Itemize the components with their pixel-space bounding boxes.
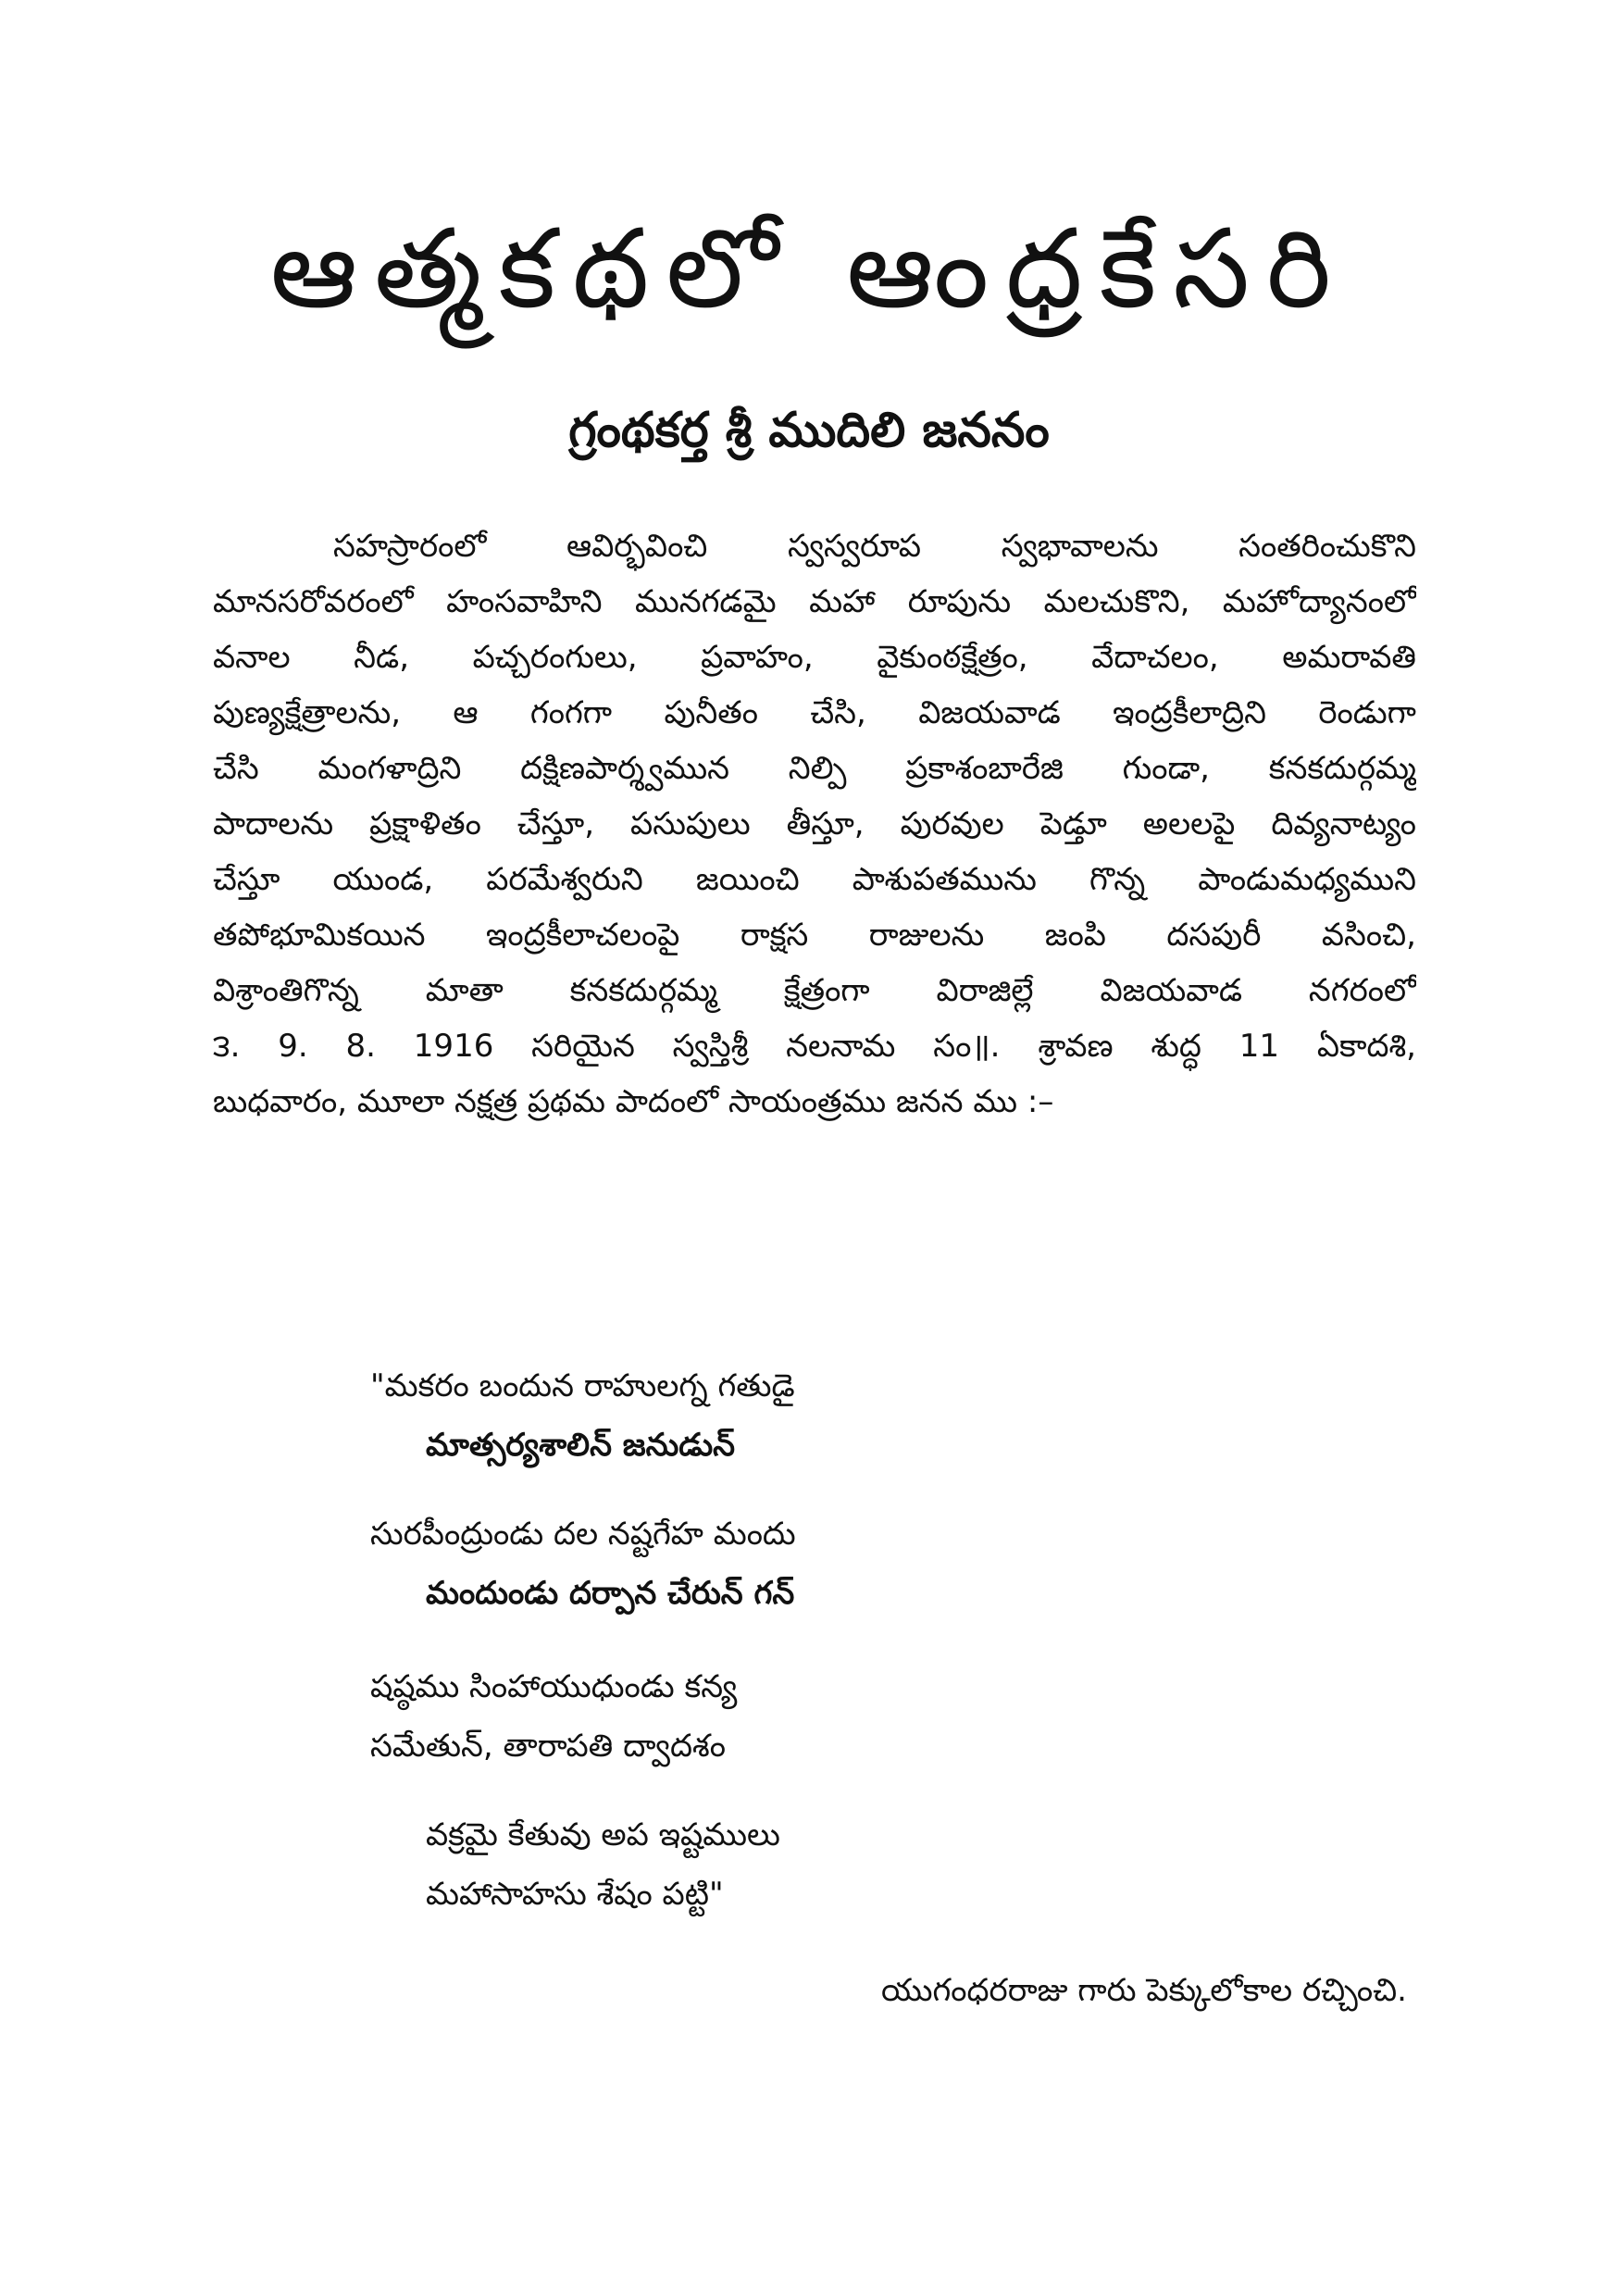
- poem-line: సమేతున్, తారాపతి ద్వాదశం: [370, 1728, 726, 1765]
- paragraph-line: పాదాలను ప్రక్షాళితం చేస్తూ, పసుపులు తీస్తూ, పురవుల పెడ్తూ అలలపై దివ్యనాట్యం: [213, 805, 1416, 842]
- paragraph-line: తపోభూమికయిన ఇంద్రకీలాచలంపై రాక్షస రాజులను జంపి దసపురీ వసించి,: [213, 917, 1416, 954]
- page-title: ఆత్మకథలో ఆంధ్రకేసరి: [269, 205, 1349, 332]
- poem-line: సురపీంద్రుండు దల నష్టగేహ మందు: [370, 1516, 796, 1553]
- poem-stanza-2: [370, 1504, 796, 1623]
- poem-stanza-3: [370, 1657, 737, 1776]
- signature-line: యుగంధరరాజు గారు పెక్కులోకాల రచ్చించి.: [881, 1972, 1407, 2009]
- paragraph-line: బుధవారం, మూలా నక్షత్ర ప్రథమ పాదంలో సాయంత్రము జనన ము :–: [213, 1083, 1054, 1120]
- poem-stanza-1: [370, 1356, 795, 1475]
- author-line: గ్రంథకర్త శ్రీ ముదిలి జననం: [568, 403, 1050, 458]
- paragraph-line: ౩. 9. 8. 1916 సరియైన స్వస్తిశ్రీ నలనామ సం॥. శ్రావణ శుద్ధ 11 ఏకాదశి,: [213, 1028, 1416, 1065]
- poem-line: మాత్సర్యశాలిన్ జనుడున్: [426, 1427, 736, 1464]
- paragraph-line: పుణ్యక్షేత్రాలను, ఆ గంగగా పునీతం చేసి, విజయవాడ ఇంద్రకీలాద్రిని రెండుగా: [213, 694, 1416, 731]
- poem-line: వక్రమై కేతువు అప ఇష్టములు: [426, 1816, 780, 1853]
- paragraph-line: వనాల నీడ, పచ్చరంగులు, ప్రవాహం, వైకుంఠక్షేత్రం, వేదాచలం, అమరావతి: [213, 639, 1416, 676]
- body-paragraph: [213, 518, 1416, 1129]
- paragraph-line: చేసి మంగళాద్రిని దక్షిణపార్శ్వమున నిల్పి ప్రకాశంబారేజి గుండా, కనకదుర్గమ్మ: [213, 750, 1416, 787]
- poem-line: మహాసాహసు శేషం పట్టి": [426, 1876, 724, 1913]
- paragraph-line: మానసరోవరంలో హంసవాహిని మునగడమై మహా రూపును మలచుకొని, మహోద్యానంలో: [213, 583, 1416, 620]
- paragraph-line: చేస్తూ యుండ, పరమేశ్వరుని జయించి పాశుపతమును గొన్న పాండుమధ్యముని: [213, 861, 1416, 898]
- paragraph-line: విశ్రాంతిగొన్న మాతా కనకదుర్గమ్మ క్షేత్రంగా విరాజిల్లే విజయవాడ నగరంలో: [213, 972, 1416, 1009]
- poem-line: షష్ఠము సింహాయుధుండు కన్య: [370, 1668, 738, 1705]
- poem-line: మందుండు దర్పాన చేరున్ గన్: [426, 1575, 795, 1612]
- poem-line: "మకరం బందున రాహులగ్న గతుడై: [370, 1367, 795, 1404]
- poem-stanza-4: [426, 1805, 780, 1924]
- paragraph-line: సహస్రారంలో ఆవిర్భవించి స్వస్వరూప స్వభావాలను సంతరించుకొని: [333, 528, 1416, 565]
